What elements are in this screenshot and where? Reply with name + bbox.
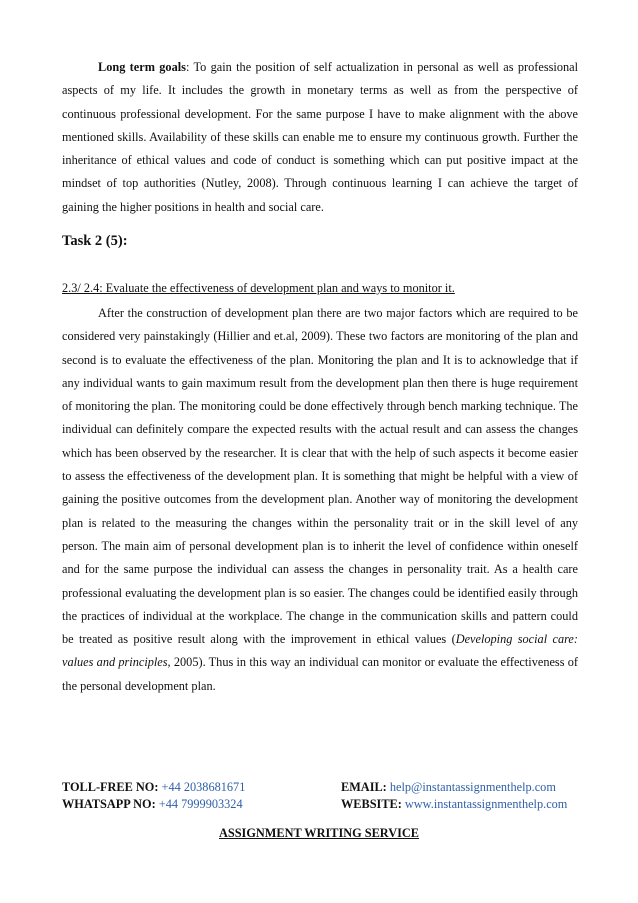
whatsapp-line: [62, 796, 245, 813]
tollfree-line: [62, 779, 245, 796]
website-label: WEBSITE:: [341, 797, 402, 811]
whatsapp-label: WHATSAPP NO:: [62, 797, 156, 811]
email-label: EMAIL:: [341, 780, 387, 794]
paragraph-long-term-goals: [62, 56, 578, 219]
long-term-goals-text: : To gain the position of self actualization in personal as well as professional aspects of my life. It includes the growth in monetary terms as well as from the perspective of continuous professional development. For the same purpose I have to make alignment with the above mentioned skills. Availability of these skills can enable me to ensure my continuous growth. Further the inheritance of ethical values and code of conduct is something which can put positive impact at the mindset of top authorities (Nutley, 2008). Through continuous learning I can achieve the target of gaining the higher positions in health and social care.: [62, 60, 579, 214]
email-link[interactable]: help@instantassignmenthelp.com: [389, 780, 556, 794]
citation-title: Developing social care: values and principles,: [62, 632, 578, 670]
website-line: [341, 796, 567, 813]
website-link[interactable]: www.instantassignmenthelp.com: [404, 797, 568, 811]
development-plan-text-b: 2005). Thus in this way an individual can monitor or evaluate the effectiveness of the personal development plan.: [62, 655, 578, 693]
long-term-goals-label: Long term goals: [98, 60, 186, 74]
footer-contact-web: [341, 779, 567, 813]
task-heading: Task 2 (5):: [62, 233, 128, 249]
paragraph-development-plan: [62, 302, 578, 698]
service-banner: ASSIGNMENT WRITING SERVICE: [218, 826, 420, 840]
section-heading: 2.3/ 2.4: Evaluate the effectiveness of development plan and ways to monitor it.: [62, 281, 455, 295]
tollfree-number[interactable]: +44 2038681671: [161, 780, 246, 794]
tollfree-label: TOLL-FREE NO:: [62, 780, 159, 794]
email-line: [341, 779, 567, 796]
footer-contact-phone: [62, 779, 245, 813]
development-plan-text-a: After the construction of development plan there are two major factors which are required to be considered very painstakingly (Hillier and et.al, 2009). These two factors are monitoring of the plan and second is to evaluate the effectiveness of the plan. Monitoring the plan and It is to acknowledge that if any individual wants to gain maximum result from the development plan then there is huge requirement of monitoring the plan. The monitoring could be done effectively through bench marking technique. The individual can definitely compare the expected results with the actual result and can assess the changes which has been observed by the researcher. It is clear that with the help of such aspects it become easier to assess the effectiveness of the development plan. It is something that might be helpful with a view of gaining the positive outcomes from the development plan. Another way of monitoring the development plan is related to the measuring the changes within the personality trait or in the skill level of any person. The main aim of personal development plan is to inherit the level of confidence within oneself and for the same purpose the individual can assess the changes in personality trait. As a health care professional evaluating the development plan is so easier. The changes could be identified easily through the practices of individual at the workplace. The change in the communication skills and pattern could be treated as positive result along with the improvement in ethical values (: [62, 306, 578, 647]
whatsapp-number[interactable]: +44 7999903324: [158, 797, 243, 811]
